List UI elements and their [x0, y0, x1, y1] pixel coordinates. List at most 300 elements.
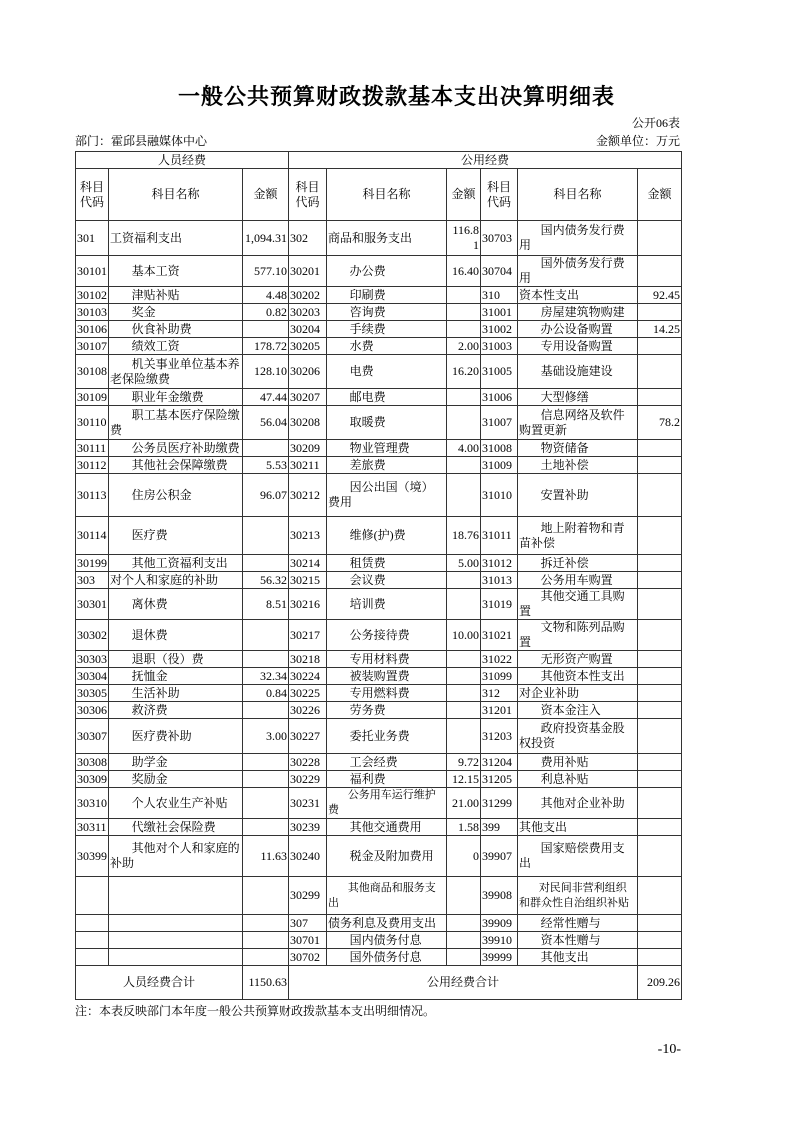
code-cell: 31204: [481, 754, 518, 771]
code-cell: 31021: [481, 620, 518, 651]
code-cell: 30309: [77, 771, 107, 786]
code-cell: 30216: [289, 589, 327, 620]
code-cell: 31005: [481, 355, 518, 389]
table-row: [76, 221, 682, 256]
code-cell: 30206: [289, 355, 327, 389]
name-cell: 培训费: [327, 589, 447, 620]
table-row: [76, 338, 682, 355]
name-cell: 职业年金缴费: [109, 389, 243, 406]
code-cell: 30211: [289, 457, 327, 474]
table-row: [76, 651, 682, 668]
name-cell: 费用补贴: [518, 754, 638, 771]
amount-header: 金额: [447, 169, 481, 221]
public-total-amount: 209.26: [638, 966, 682, 1000]
code-cell: 30701: [289, 932, 327, 949]
amount-cell: 4.48: [243, 287, 289, 304]
name-cell: 办公费: [327, 256, 447, 287]
name-cell: 退休费: [109, 620, 243, 651]
name-cell: 会议费: [327, 572, 447, 589]
code-cell: 30229: [289, 771, 327, 788]
amount-cell: [447, 685, 481, 702]
name-cell: 利息补贴: [518, 771, 638, 788]
amount-cell: [243, 651, 289, 668]
name-cell: 退职（役）费: [109, 651, 243, 668]
name-cell: 工会经费: [327, 754, 447, 771]
amount-cell: [638, 702, 682, 719]
amount-cell: [638, 668, 682, 685]
name-cell: 抚恤金: [109, 668, 243, 685]
table-row: [76, 355, 682, 389]
name-cell: 地上附着物和青苗补偿: [518, 517, 638, 555]
name-cell: 住房公积金: [109, 474, 243, 517]
amount-cell: 12.15: [447, 771, 481, 788]
amount-cell: 1,094.31: [243, 221, 289, 256]
name-cell: [109, 932, 243, 949]
amount-cell: 11.63: [243, 836, 289, 877]
code-cell: 30304: [77, 668, 107, 683]
amount-cell: 16.40: [447, 256, 481, 287]
code-cell: 30208: [289, 406, 327, 440]
name-cell: 劳务费: [327, 702, 447, 719]
name-cell: 其他资本性支出: [518, 668, 638, 685]
public-total-label: 公用经费合计: [289, 966, 638, 1000]
amount-cell: 56.32: [243, 572, 289, 589]
table-row: [76, 589, 682, 620]
table-row: [76, 287, 682, 304]
name-cell: 医疗费: [109, 517, 243, 555]
table-row: [76, 517, 682, 555]
name-cell: 无形资产购置: [518, 651, 638, 668]
code-cell: 30308: [77, 754, 107, 769]
table-row: [76, 702, 682, 719]
code-cell: 30306: [77, 702, 107, 717]
code-cell: 30203: [289, 304, 327, 321]
code-cell: [76, 915, 109, 932]
name-cell: 物业管理费: [327, 440, 447, 457]
amount-cell: [447, 572, 481, 589]
table-row: [76, 877, 682, 915]
table-row: [76, 474, 682, 517]
amount-cell: [447, 932, 481, 949]
amount-cell: 0.84: [243, 685, 289, 702]
name-cell: 邮电费: [327, 389, 447, 406]
code-cell: 30702: [289, 949, 327, 966]
name-header: 科目名称: [327, 169, 447, 221]
name-cell: 工资福利支出: [109, 221, 243, 256]
name-cell: 生活补助: [109, 685, 243, 702]
table-row: [76, 389, 682, 406]
table-row: [76, 932, 682, 949]
code-cell: 31007: [481, 406, 518, 440]
amount-cell: 96.07: [243, 474, 289, 517]
amount-cell: [638, 877, 682, 915]
name-cell: 手续费: [327, 321, 447, 338]
public-header: 公用经费: [289, 152, 682, 169]
amount-cell: [638, 949, 682, 966]
amount-cell: 2.00: [447, 338, 481, 355]
code-cell: 31006: [481, 389, 518, 406]
code-cell: 30209: [289, 440, 327, 457]
name-cell: 专用材料费: [327, 651, 447, 668]
amount-cell: [638, 355, 682, 389]
code-cell: 31013: [481, 572, 518, 589]
amount-cell: 47.44: [243, 389, 289, 406]
name-cell: 其他支出: [518, 819, 638, 836]
code-cell: 31010: [481, 474, 518, 517]
code-cell: 31019: [481, 589, 518, 620]
amount-header: 金额: [243, 169, 289, 221]
code-cell: 30399: [76, 836, 109, 877]
code-cell: 31011: [481, 517, 518, 555]
code-cell: 30218: [289, 651, 327, 668]
name-cell: 政府投资基金股权投资: [518, 719, 638, 754]
name-cell: 医疗费补助: [109, 719, 243, 754]
name-cell: 奖励金: [109, 771, 243, 788]
code-cell: 310: [481, 287, 518, 304]
code-cell: 30302: [76, 620, 109, 651]
name-cell: 经常性赠与: [518, 915, 638, 932]
amount-cell: [638, 555, 682, 572]
amount-header: 金额: [638, 169, 682, 221]
table-row: [76, 788, 682, 819]
table-row: [76, 685, 682, 702]
name-cell: 公务员医疗补助缴费: [109, 440, 243, 457]
name-cell: 国内债务发行费用: [518, 221, 638, 256]
code-cell: [76, 949, 109, 966]
expenditure-table: [75, 151, 682, 1000]
footnote: 注：本表反映部门本年度一般公共预算财政拨款基本支出明细情况。: [75, 1004, 436, 1018]
code-cell: 31012: [481, 555, 518, 572]
name-cell: 公务用车运行维护费: [327, 788, 447, 819]
amount-cell: 8.51: [243, 589, 289, 620]
code-cell: 30101: [76, 256, 109, 287]
code-cell: 39910: [481, 932, 518, 949]
amount-cell: [243, 620, 289, 651]
name-cell: 助学金: [109, 754, 243, 771]
amount-cell: [638, 256, 682, 287]
code-cell: 31008: [481, 440, 518, 457]
table-row: [76, 668, 682, 685]
code-cell: 39909: [481, 915, 518, 932]
code-cell: 30704: [481, 256, 518, 287]
name-cell: 物资储备: [518, 440, 638, 457]
code-cell: 30214: [289, 555, 327, 572]
amount-cell: [447, 287, 481, 304]
code-cell: 30217: [289, 620, 327, 651]
amount-cell: [447, 304, 481, 321]
code-cell: 30113: [76, 474, 109, 517]
name-cell: 印刷费: [327, 287, 447, 304]
name-cell: 办公设备购置: [518, 321, 638, 338]
name-cell: 津贴补贴: [109, 287, 243, 304]
amount-cell: [447, 651, 481, 668]
name-cell: 对民间非营利组织和群众性自治组织补贴: [518, 877, 638, 915]
amount-cell: [447, 719, 481, 754]
amount-cell: [447, 321, 481, 338]
code-cell: 30299: [289, 877, 327, 915]
name-cell: 差旅费: [327, 457, 447, 474]
table-row: [76, 949, 682, 966]
code-cell: 30102: [77, 287, 107, 302]
amount-cell: [638, 474, 682, 517]
name-cell: 取暖费: [327, 406, 447, 440]
code-cell: 30227: [289, 719, 327, 754]
amount-cell: 5.00: [447, 555, 481, 572]
code-cell: 31003: [481, 338, 518, 355]
name-cell: 租赁费: [327, 555, 447, 572]
name-cell: 国外债务付息: [327, 949, 447, 966]
amount-cell: [243, 754, 289, 771]
personnel-total-label: 人员经费合计: [76, 966, 243, 1000]
code-cell: 30199: [77, 555, 107, 570]
code-cell: 30202: [289, 287, 327, 304]
name-cell: 救济费: [109, 702, 243, 719]
amount-cell: [243, 321, 289, 338]
amount-cell: [447, 915, 481, 932]
table-row: [76, 256, 682, 287]
table-row: [76, 440, 682, 457]
name-cell: 安置补助: [518, 474, 638, 517]
code-cell: [76, 877, 109, 915]
table-area: [75, 151, 681, 1058]
amount-cell: 32.34: [243, 668, 289, 685]
code-cell: 31201: [481, 702, 518, 719]
table-row: [76, 754, 682, 771]
code-cell: 30239: [289, 819, 327, 836]
name-cell: 咨询费: [327, 304, 447, 321]
name-cell: 其他交通费用: [327, 819, 447, 836]
amount-cell: [638, 304, 682, 321]
amount-cell: [447, 457, 481, 474]
code-cell: 30224: [289, 668, 327, 685]
code-cell: 301: [76, 221, 109, 256]
name-cell: 基础设施建设: [518, 355, 638, 389]
unit-label: 金额单位：万元: [595, 134, 680, 148]
amount-cell: [447, 668, 481, 685]
name-cell: 绩效工资: [109, 338, 243, 355]
code-cell: 30213: [289, 517, 327, 555]
code-cell: 30215: [289, 572, 327, 589]
personnel-header: 人员经费: [76, 152, 289, 169]
code-cell: 30301: [76, 589, 109, 620]
amount-cell: [447, 702, 481, 719]
name-cell: 公务接待费: [327, 620, 447, 651]
name-cell: 商品和服务支出: [327, 221, 447, 256]
name-cell: 水费: [327, 338, 447, 355]
name-cell: 公务用车购置: [518, 572, 638, 589]
code-cell: 312: [481, 685, 518, 702]
amount-cell: [638, 589, 682, 620]
name-cell: 债务利息及费用支出: [327, 915, 447, 932]
name-cell: [109, 915, 243, 932]
name-cell: [109, 949, 243, 966]
table-row: [76, 836, 682, 877]
amount-cell: 14.25: [638, 321, 682, 338]
amount-cell: 0.82: [243, 304, 289, 321]
amount-cell: 577.10: [243, 256, 289, 287]
amount-cell: 18.76: [447, 517, 481, 555]
code-cell: 30107: [77, 338, 107, 353]
code-cell: 30307: [76, 719, 109, 754]
page-title: 一般公共预算财政拨款基本支出决算明细表: [177, 84, 615, 109]
totals-row: [76, 966, 682, 1000]
amount-cell: [243, 771, 289, 788]
name-cell: 奖金: [109, 304, 243, 321]
code-cell: 30310: [76, 788, 109, 819]
amount-cell: [447, 389, 481, 406]
code-cell: 31002: [481, 321, 518, 338]
page-number: -10-: [657, 1042, 681, 1057]
amount-cell: [243, 788, 289, 819]
name-cell: 福利费: [327, 771, 447, 788]
table-row: [76, 555, 682, 572]
code-cell: 30114: [76, 517, 109, 555]
form-number: 公开06表: [631, 116, 680, 130]
name-cell: 房屋建筑物购建: [518, 304, 638, 321]
code-cell: 31009: [481, 457, 518, 474]
amount-cell: 128.10: [243, 355, 289, 389]
name-cell: [109, 877, 243, 915]
amount-cell: [447, 474, 481, 517]
amount-cell: [638, 221, 682, 256]
code-cell: 39999: [481, 949, 518, 966]
code-cell: 30108: [76, 355, 109, 389]
name-cell: 被装购置费: [327, 668, 447, 685]
code-cell: 30231: [289, 788, 327, 819]
code-cell: 30111: [76, 440, 109, 457]
amount-cell: 0: [447, 836, 481, 877]
name-cell: 委托业务费: [327, 719, 447, 754]
personnel-total-amount: 1150.63: [243, 966, 289, 1000]
amount-cell: [638, 788, 682, 819]
table-row: [76, 304, 682, 321]
amount-cell: [243, 517, 289, 555]
amount-cell: [638, 819, 682, 836]
name-cell: 资本金注入: [518, 702, 638, 719]
name-cell: 机关事业单位基本养老保险缴费: [109, 355, 243, 389]
name-cell: 专用设备购置: [518, 338, 638, 355]
name-cell: 资本性赠与: [518, 932, 638, 949]
amount-cell: [638, 651, 682, 668]
table-row: [76, 819, 682, 836]
code-header: 科目代码: [289, 169, 327, 221]
amount-cell: 1.58: [447, 819, 481, 836]
name-cell: 代缴社会保险费: [109, 819, 243, 836]
name-cell: 国外债务发行费用: [518, 256, 638, 287]
code-header: 科目代码: [76, 169, 109, 221]
amount-cell: [447, 949, 481, 966]
table-row: [76, 719, 682, 754]
amount-cell: [243, 702, 289, 719]
amount-cell: 9.72: [447, 754, 481, 771]
code-cell: 30703: [481, 221, 518, 256]
name-cell: 其他社会保障缴费: [109, 457, 243, 474]
name-cell: 其他商品和服务支出: [327, 877, 447, 915]
amount-cell: [243, 932, 289, 949]
amount-cell: [638, 457, 682, 474]
name-cell: 离休费: [109, 589, 243, 620]
amount-cell: 78.2: [638, 406, 682, 440]
name-cell: 国家赔偿费用支出: [518, 836, 638, 877]
name-cell: 税金及附加费用: [327, 836, 447, 877]
name-cell: 其他支出: [518, 949, 638, 966]
amount-cell: [638, 338, 682, 355]
amount-cell: [447, 877, 481, 915]
amount-cell: 116.81: [447, 221, 481, 256]
amount-cell: [638, 932, 682, 949]
amount-cell: 21.00: [447, 788, 481, 819]
code-cell: 30305: [77, 685, 107, 700]
amount-cell: [243, 440, 289, 457]
code-cell: 31205: [481, 771, 518, 788]
code-cell: 30303: [77, 651, 107, 666]
code-cell: 31299: [481, 788, 518, 819]
name-cell: 基本工资: [109, 256, 243, 287]
amount-cell: [243, 555, 289, 572]
code-cell: 30226: [289, 702, 327, 719]
code-header: 科目代码: [481, 169, 518, 221]
name-cell: 国内债务付息: [327, 932, 447, 949]
code-cell: 30109: [77, 389, 107, 404]
code-cell: 30311: [77, 819, 107, 834]
table-row: [76, 321, 682, 338]
code-cell: 39908: [481, 877, 518, 915]
amount-cell: [638, 836, 682, 877]
amount-cell: [243, 949, 289, 966]
code-cell: 31001: [481, 304, 518, 321]
amount-cell: 178.72: [243, 338, 289, 355]
amount-cell: [243, 877, 289, 915]
code-cell: 30212: [289, 474, 327, 517]
table-row: [76, 620, 682, 651]
code-cell: 30204: [289, 321, 327, 338]
amount-cell: [243, 819, 289, 836]
code-cell: 30205: [289, 338, 327, 355]
name-cell: 其他对个人和家庭的补助: [109, 836, 243, 877]
name-cell: 因公出国（境）费用: [327, 474, 447, 517]
code-cell: [76, 932, 109, 949]
table-row: [76, 572, 682, 589]
amount-cell: [638, 572, 682, 589]
name-cell: 专用燃料费: [327, 685, 447, 702]
amount-cell: 3.00: [243, 719, 289, 754]
code-cell: 307: [289, 915, 327, 932]
code-cell: 30225: [289, 685, 327, 702]
name-header: 科目名称: [109, 169, 243, 221]
name-header: 科目名称: [518, 169, 638, 221]
amount-cell: [638, 771, 682, 788]
amount-cell: 16.20: [447, 355, 481, 389]
table-row: [76, 457, 682, 474]
code-cell: 31022: [481, 651, 518, 668]
name-cell: 伙食补助费: [109, 321, 243, 338]
table-row: [76, 771, 682, 788]
name-cell: 维修(护)费: [327, 517, 447, 555]
name-cell: 大型修缮: [518, 389, 638, 406]
amount-cell: [638, 754, 682, 771]
amount-cell: 10.00: [447, 620, 481, 651]
code-cell: 31203: [481, 719, 518, 754]
name-cell: 资本性支出: [518, 287, 638, 304]
name-cell: 其他对企业补助: [518, 788, 638, 819]
department-label: 部门：霍邱县融媒体中心: [75, 134, 208, 148]
table-row: [76, 915, 682, 932]
code-cell: 30110: [76, 406, 109, 440]
amount-cell: [638, 915, 682, 932]
amount-cell: 4.00: [447, 440, 481, 457]
amount-cell: 56.04: [243, 406, 289, 440]
name-cell: 信息网络及软件购置更新: [518, 406, 638, 440]
